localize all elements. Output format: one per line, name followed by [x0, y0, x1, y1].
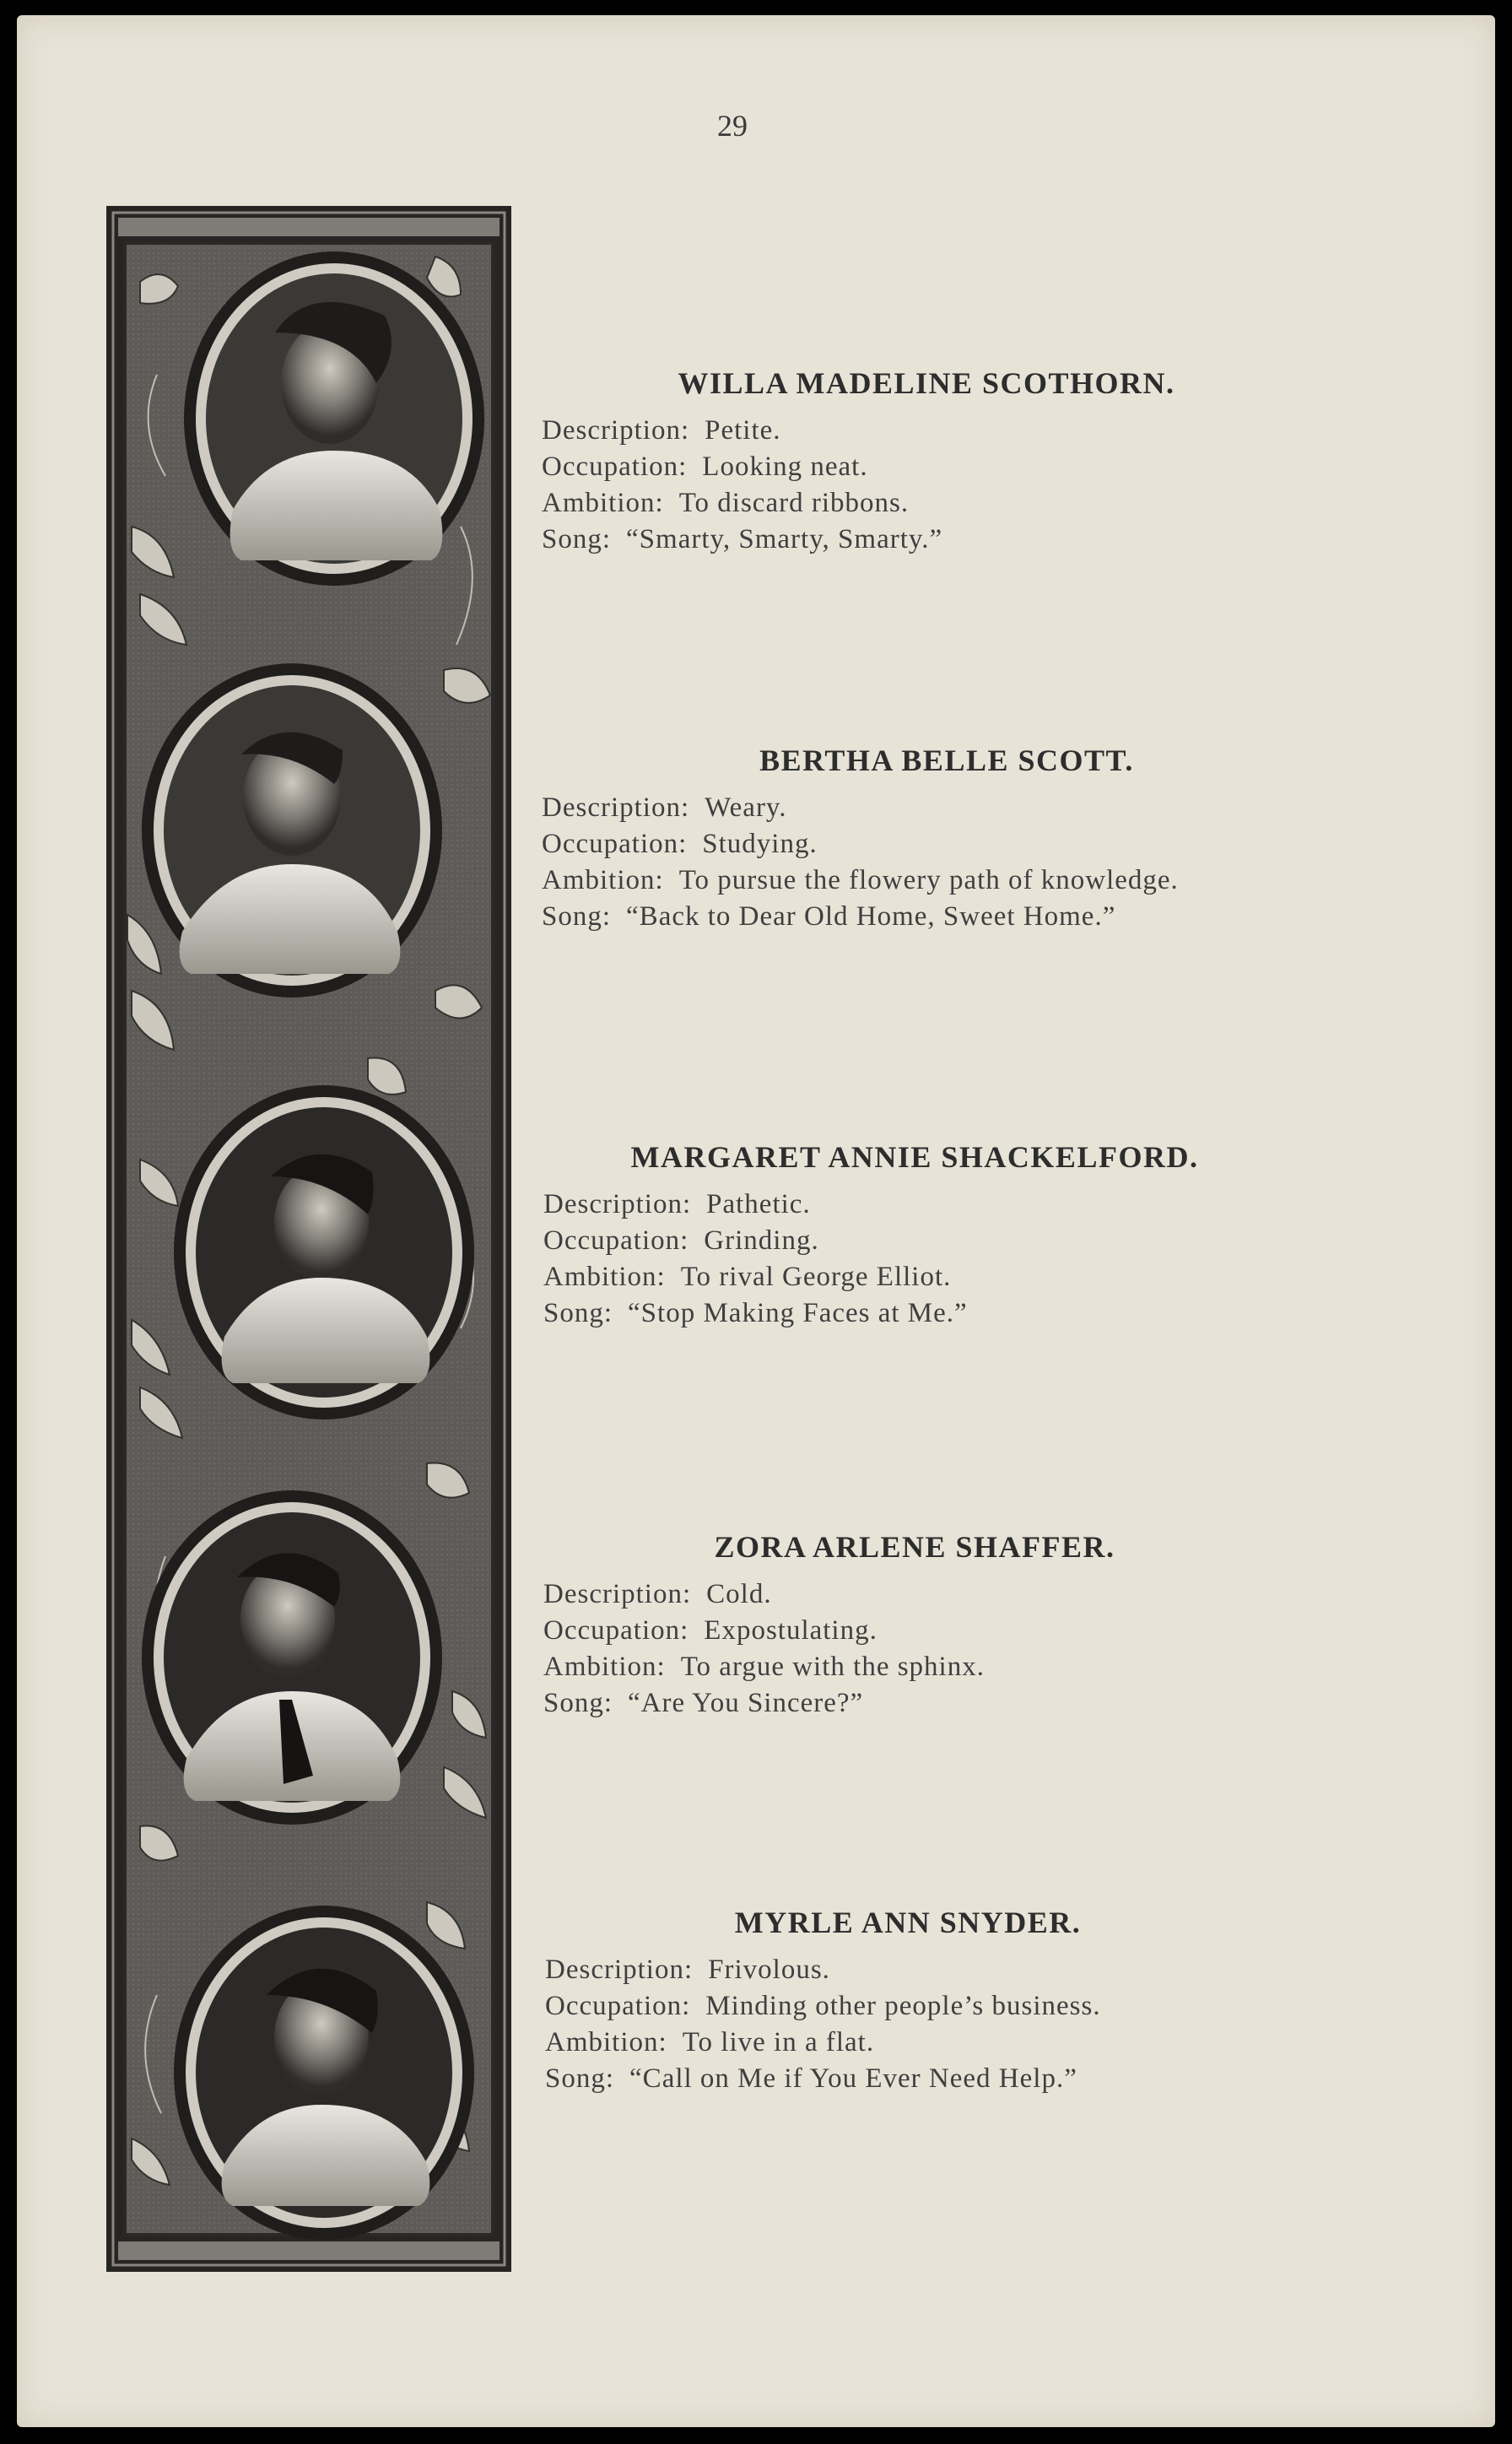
description-line: [542, 413, 1272, 449]
description-line: [543, 1576, 1286, 1613]
student-entry: [545, 1905, 1271, 2097]
occupation-line: [545, 1988, 1271, 2025]
song-line: [545, 2061, 1271, 2097]
field-label: Description:: [542, 792, 690, 823]
ambition-line: [542, 485, 1272, 522]
field-label: Song:: [545, 2063, 615, 2094]
occupation-line: [542, 826, 1352, 862]
ambition-line: [543, 1259, 1286, 1295]
field-value: “Are You Sincere?”: [628, 1688, 864, 1718]
field-value: Weary.: [705, 792, 787, 823]
field-value: To live in a flat.: [682, 2027, 875, 2057]
song-line: [542, 899, 1352, 935]
page-number: 29: [717, 109, 748, 143]
song-line: [543, 1295, 1286, 1332]
field-value: To rival George Elliot.: [680, 1262, 952, 1292]
field-label: Occupation:: [543, 1615, 689, 1646]
portrait-panel: [106, 206, 511, 2272]
student-entry: [542, 365, 1272, 558]
ambition-line: [542, 862, 1352, 899]
student-entry: [542, 743, 1352, 935]
field-value: To argue with the sphinx.: [680, 1652, 985, 1682]
field-value: Cold.: [706, 1579, 772, 1609]
occupation-line: [543, 1613, 1286, 1649]
song-line: [542, 522, 1272, 558]
field-label: Description:: [543, 1579, 692, 1609]
field-value: “Back to Dear Old Home, Sweet Home.”: [626, 901, 1116, 932]
student-name: BERTHA BELLE SCOTT.: [759, 743, 1134, 777]
field-value: Frivolous.: [708, 1955, 830, 1985]
field-value: To pursue the flowery path of knowledge.: [678, 865, 1179, 895]
description-line: [543, 1187, 1286, 1223]
description-line: [542, 790, 1352, 826]
field-label: Ambition:: [543, 1652, 666, 1682]
field-value: Pathetic.: [706, 1189, 811, 1219]
ambition-line: [545, 2025, 1271, 2061]
field-value: Expostulating.: [704, 1615, 878, 1646]
field-value: “Call on Me if You Ever Need Help.”: [629, 2063, 1077, 2094]
field-label: Ambition:: [542, 488, 664, 518]
field-label: Description:: [542, 415, 690, 446]
field-label: Ambition:: [545, 2027, 667, 2057]
field-value: Studying.: [702, 829, 818, 859]
student-name: ZORA ARLENE SHAFFER.: [714, 1530, 1115, 1564]
field-label: Song:: [543, 1688, 613, 1718]
field-value: Petite.: [705, 415, 781, 446]
field-value: Grinding.: [704, 1225, 819, 1256]
ambition-line: [543, 1649, 1286, 1685]
field-label: Occupation:: [545, 1991, 691, 2021]
field-value: To discard ribbons.: [678, 488, 910, 518]
student-entry: [543, 1139, 1286, 1332]
song-line: [543, 1685, 1286, 1722]
field-label: Song:: [543, 1298, 613, 1328]
field-value: Minding other people’s business.: [705, 1991, 1101, 2021]
student-name: WILLA MADELINE SCOTHORN.: [678, 366, 1175, 400]
field-value: Looking neat.: [702, 451, 868, 482]
student-name: MYRLE ANN SNYDER.: [734, 1906, 1082, 1939]
field-label: Ambition:: [542, 865, 664, 895]
ornamental-border: [106, 206, 511, 2272]
description-line: [545, 1952, 1271, 1988]
field-label: Occupation:: [542, 451, 688, 482]
field-label: Occupation:: [543, 1225, 689, 1256]
occupation-line: [543, 1223, 1286, 1259]
field-label: Description:: [543, 1189, 692, 1219]
student-entry: [543, 1529, 1286, 1722]
field-label: Occupation:: [542, 829, 688, 859]
field-value: “Smarty, Smarty, Smarty.”: [626, 524, 943, 554]
field-label: Song:: [542, 524, 612, 554]
occupation-line: [542, 449, 1272, 485]
field-label: Song:: [542, 901, 612, 932]
field-label: Description:: [545, 1955, 694, 1985]
field-label: Ambition:: [543, 1262, 666, 1292]
field-value: “Stop Making Faces at Me.”: [628, 1298, 968, 1328]
student-name: MARGARET ANNIE SHACKELFORD.: [630, 1140, 1199, 1174]
